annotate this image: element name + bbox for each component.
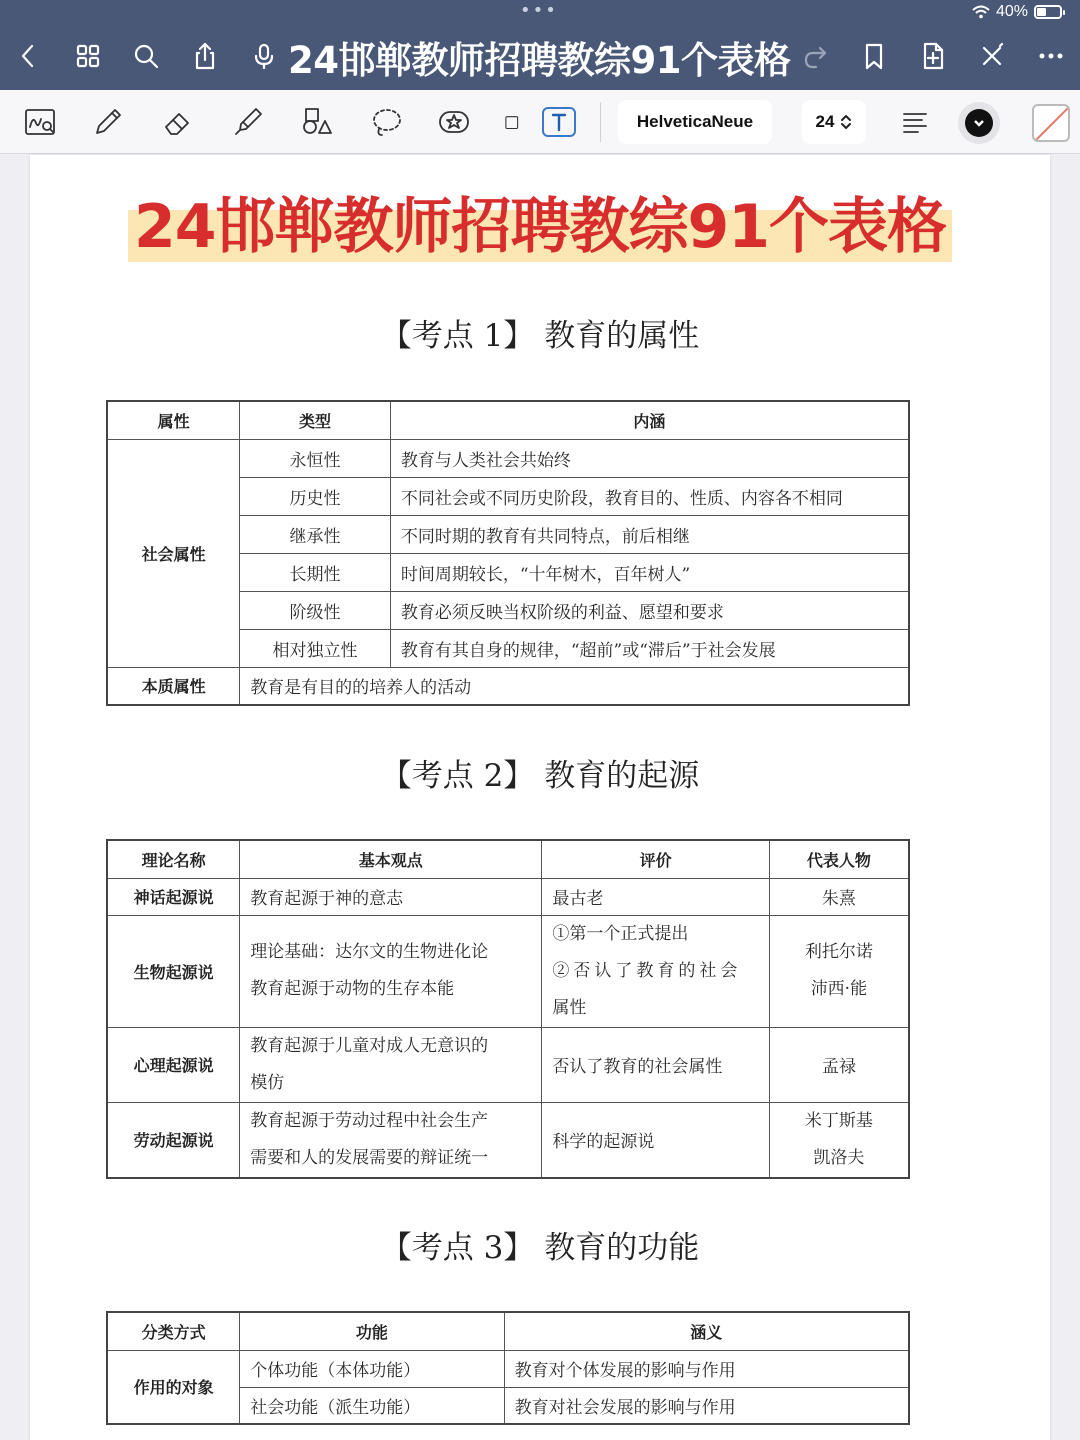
wifi-icon — [972, 5, 990, 19]
evaluation-line: 属性 — [552, 997, 587, 1018]
meaning-cell: 教育对个体发展的影响与作用 — [504, 1350, 909, 1387]
multitasking-dots-icon[interactable]: ••• — [520, 0, 558, 21]
battery-icon — [1034, 5, 1062, 19]
view-line: 模仿 — [250, 1072, 285, 1093]
table-row — [107, 667, 909, 705]
person-line: 凯洛夫 — [813, 1147, 865, 1168]
meaning-cell: 教育与人类社会共始终 — [390, 439, 909, 477]
handwriting-zoom-icon[interactable] — [20, 102, 60, 142]
view-line: 教育起源于劳动过程中社会生产 — [250, 1110, 489, 1131]
meaning-cell: 不同时期的教育有共同特点，前后相继 — [390, 515, 909, 553]
header-cell: 类型 — [240, 401, 391, 439]
status-bar — [972, 3, 1062, 21]
font-size-value: 24 — [815, 112, 835, 131]
person-cell — [769, 915, 909, 1027]
type-cell: 历史性 — [240, 477, 391, 515]
view-line: 需要和人的发展需要的辩证统一 — [250, 1147, 489, 1168]
meaning-cell: 不同社会或不同历史阶段，教育目的、性质、内容各不相同 — [390, 477, 909, 515]
meaning-cell: 教育有其自身的规律，“超前”或“滞后”于社会发展 — [390, 629, 909, 667]
align-left-icon[interactable] — [896, 102, 936, 142]
more-options-icon[interactable] — [1033, 38, 1069, 74]
table-header-row — [107, 840, 909, 878]
meaning-cell: 教育必须反映当权阶级的利益、愿望和要求 — [390, 591, 909, 629]
battery-percent: 40% — [995, 3, 1028, 20]
table-header-row — [107, 401, 909, 439]
shapes-tool-icon[interactable] — [296, 102, 336, 142]
font-family-selector[interactable]: HelveticaNeue — [618, 100, 772, 144]
header-cell: 内涵 — [390, 401, 909, 439]
top-nav-bar — [0, 0, 1080, 90]
person-line: 利托尔诺 — [804, 942, 873, 962]
person-line: 米丁斯基 — [804, 1110, 873, 1131]
evaluation-line: ①第一个正式提出 — [552, 923, 689, 944]
meaning-cell: 教育是有目的的培养人的活动 — [240, 667, 909, 705]
evaluation-cell — [542, 915, 769, 1027]
person-cell: 孟禄 — [769, 1027, 909, 1102]
toolbar-divider — [600, 102, 601, 142]
header-cell: 基本观点 — [240, 840, 542, 878]
redo-icon[interactable] — [798, 38, 834, 74]
person-cell: 朱熹 — [769, 878, 909, 915]
page-title: 24邯郸教师招聘教综91个表格 — [134, 192, 946, 262]
document-title[interactable]: 24邯郸教师招聘教综91个表格 — [288, 39, 791, 82]
evaluation-cell: 否认了教育的社会属性 — [542, 1027, 769, 1102]
header-cell: 涵义 — [504, 1312, 909, 1350]
evaluation-line: ②否认了教育的社会 — [552, 960, 742, 981]
sticker-icon[interactable] — [434, 102, 474, 142]
microphone-icon[interactable] — [246, 38, 282, 74]
function-cell: 个体功能（本体功能） — [240, 1350, 504, 1387]
type-cell: 阶级性 — [240, 591, 391, 629]
group-cell: 社会属性 — [107, 439, 240, 667]
table-row — [107, 1027, 909, 1102]
chevron-down-icon — [973, 117, 985, 129]
selected-color-dot — [965, 109, 993, 137]
section-2-heading: 【考点 2】 教育的起源 — [380, 758, 700, 794]
section-3-heading: 【考点 3】 教育的功能 — [380, 1230, 700, 1266]
add-page-icon[interactable] — [915, 38, 951, 74]
search-icon[interactable] — [128, 38, 164, 74]
theory-name-cell: 劳动起源说 — [107, 1102, 240, 1178]
group-cell: 作用的对象 — [107, 1350, 240, 1424]
section-1-heading: 【考点 1】 教育的属性 — [380, 318, 700, 354]
header-cell: 功能 — [240, 1312, 504, 1350]
image-tool-icon[interactable] — [500, 102, 520, 142]
back-chevron-icon[interactable] — [10, 38, 46, 74]
lasso-icon[interactable] — [366, 102, 406, 142]
share-icon[interactable] — [187, 38, 223, 74]
evaluation-cell: 科学的起源说 — [542, 1102, 769, 1178]
view-cell: 教育起源于神的意志 — [240, 878, 542, 915]
font-size-selector[interactable] — [802, 100, 866, 144]
eraser-icon[interactable] — [158, 102, 198, 142]
table-row — [107, 439, 909, 477]
table-header-row — [107, 1312, 909, 1350]
bookmark-icon[interactable] — [856, 38, 892, 74]
stepper-chevron-icon — [840, 114, 852, 130]
text-tool-icon[interactable] — [542, 107, 576, 137]
evaluation-cell: 最古老 — [542, 878, 769, 915]
education-attributes-table — [106, 400, 910, 706]
type-cell: 永恒性 — [240, 439, 391, 477]
pen-tool-icon[interactable] — [88, 102, 128, 142]
close-tools-icon[interactable] — [974, 38, 1010, 74]
header-cell: 属性 — [107, 401, 240, 439]
table-row — [107, 878, 909, 915]
meaning-cell: 教育对社会发展的影响与作用 — [504, 1387, 909, 1424]
education-origin-table — [106, 839, 910, 1179]
view-cell — [240, 1027, 542, 1102]
fill-color-none-swatch[interactable] — [1032, 104, 1070, 142]
document-canvas[interactable] — [0, 155, 1080, 1440]
grid-view-icon[interactable] — [70, 38, 106, 74]
type-cell: 相对独立性 — [240, 629, 391, 667]
view-line: 教育起源于动物的生存本能 — [250, 979, 455, 999]
highlighter-icon[interactable] — [228, 102, 268, 142]
table-row — [107, 915, 909, 1027]
table-row — [107, 1102, 909, 1178]
group-cell: 本质属性 — [107, 667, 240, 705]
education-function-table — [106, 1311, 910, 1425]
view-line: 理论基础：达尔文的生物进化论 — [250, 942, 489, 962]
person-cell — [769, 1102, 909, 1178]
type-cell: 长期性 — [240, 553, 391, 591]
header-cell: 代表人物 — [769, 840, 909, 878]
view-cell — [240, 915, 542, 1027]
theory-name-cell: 生物起源说 — [107, 915, 240, 1027]
table-row — [107, 1350, 909, 1387]
text-color-swatch[interactable] — [958, 102, 1000, 144]
person-line: 沛西·能 — [810, 979, 868, 999]
header-cell: 分类方式 — [107, 1312, 240, 1350]
meaning-cell: 时间周期较长，“十年树木，百年树人” — [390, 553, 909, 591]
theory-name-cell: 心理起源说 — [107, 1027, 240, 1102]
function-cell: 社会功能（派生功能） — [240, 1387, 504, 1424]
header-cell: 评价 — [542, 840, 769, 878]
theory-name-cell: 神话起源说 — [107, 878, 240, 915]
header-cell: 理论名称 — [107, 840, 240, 878]
view-cell — [240, 1102, 542, 1178]
document-page — [30, 155, 1050, 1440]
type-cell: 继承性 — [240, 515, 391, 553]
view-line: 教育起源于儿童对成人无意识的 — [250, 1035, 489, 1056]
